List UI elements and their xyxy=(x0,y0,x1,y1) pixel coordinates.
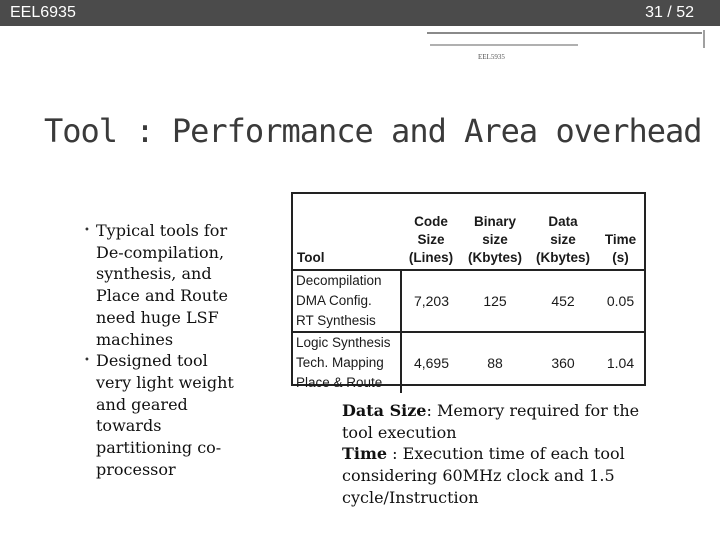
header-binary-size: Binary size (Kbytes) xyxy=(461,194,529,270)
page-indicator: 31 / 52 xyxy=(645,4,694,21)
code-size-cell: 7,203 xyxy=(401,270,461,332)
bullet-list xyxy=(70,220,240,480)
bullet-icon: • xyxy=(84,355,90,367)
table-header-row xyxy=(293,194,644,270)
bullet-item xyxy=(70,220,240,350)
embedded-image-label: EEL5935 xyxy=(478,53,505,61)
slide-title: Tool : Performance and Area overhead xyxy=(44,112,702,150)
decorative-divider xyxy=(430,44,578,46)
bullet-text: Designed tool very light weight and geared towards partitioning co-processor xyxy=(96,351,234,479)
binary-size-cell: 88 xyxy=(487,355,503,371)
header-data-size: Data size (Kbytes) xyxy=(529,194,597,270)
data-size-definition: : Memory required for the tool execution xyxy=(342,401,640,442)
time-term: Time xyxy=(342,444,388,464)
tool-name: Decompilation xyxy=(296,273,382,288)
decorative-divider xyxy=(703,30,705,48)
binary-size-cell: 125 xyxy=(461,270,529,332)
definitions-note xyxy=(342,400,662,509)
table-row xyxy=(293,270,644,332)
bullet-item xyxy=(70,350,240,480)
header-bar xyxy=(0,0,720,26)
decorative-divider xyxy=(427,32,702,34)
results-table xyxy=(291,192,646,390)
tool-name: Tech. Mapping xyxy=(296,355,384,370)
header-code-size: Code Size (Lines) xyxy=(401,194,461,270)
time-cell: 1.04 xyxy=(606,355,635,371)
header-time: Time (s) xyxy=(597,194,644,270)
header-tool: Tool xyxy=(293,194,401,270)
tool-group-cell xyxy=(293,270,401,332)
bullet-text: Typical tools for De-compilation, synthesis, and Place and Route need huge LSF machines xyxy=(96,221,228,349)
data-size-cell: 360 xyxy=(551,355,575,371)
tool-name: DMA Config. xyxy=(296,293,372,308)
code-size-cell: 4,695 xyxy=(413,355,450,371)
tool-group-cell xyxy=(293,332,401,393)
tool-name: Logic Synthesis xyxy=(296,335,391,350)
table-row xyxy=(293,332,644,393)
tool-name: RT Synthesis xyxy=(296,313,376,328)
course-title: EEL6935 xyxy=(10,4,76,21)
time-definition: : Execution time of each tool considering 60MHz clock and 1.5 cycle/Instruction xyxy=(342,444,625,507)
bullet-icon: • xyxy=(84,225,90,236)
data-size-term: Data Size xyxy=(342,401,427,420)
data-size-cell: 452 xyxy=(529,270,597,332)
tool-name: Place & Route xyxy=(296,375,383,390)
time-cell: 0.05 xyxy=(597,270,644,332)
